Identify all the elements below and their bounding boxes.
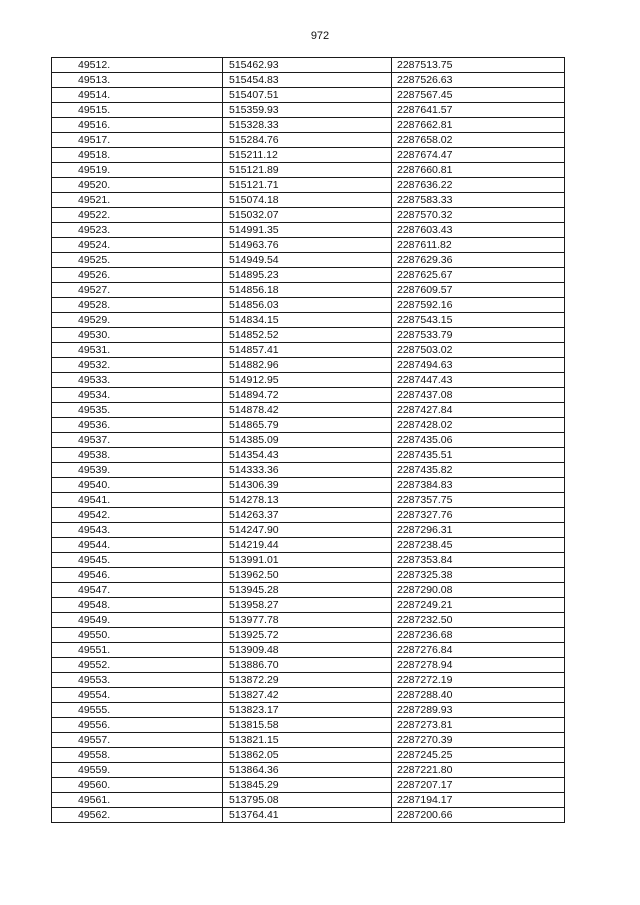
point-id-cell: 49539.	[52, 463, 223, 478]
point-id-cell: 49533.	[52, 373, 223, 388]
x-coordinate-cell: 513872.29	[223, 673, 392, 688]
point-id-cell: 49549.	[52, 613, 223, 628]
y-coordinate-cell: 2287232.50	[392, 613, 565, 628]
point-id-cell: 49530.	[52, 328, 223, 343]
y-coordinate-cell: 2287357.75	[392, 493, 565, 508]
x-coordinate-cell: 515328.33	[223, 118, 392, 133]
table-row	[52, 88, 565, 103]
x-coordinate-cell: 513821.15	[223, 733, 392, 748]
x-coordinate-cell: 513823.17	[223, 703, 392, 718]
table-row	[52, 493, 565, 508]
point-id-cell: 49518.	[52, 148, 223, 163]
point-id-cell: 49545.	[52, 553, 223, 568]
point-id-cell: 49536.	[52, 418, 223, 433]
y-coordinate-cell: 2287325.38	[392, 568, 565, 583]
point-id-cell: 49526.	[52, 268, 223, 283]
table-row	[52, 673, 565, 688]
point-id-cell: 49519.	[52, 163, 223, 178]
y-coordinate-cell: 2287641.57	[392, 103, 565, 118]
table-row	[52, 568, 565, 583]
point-id-cell: 49540.	[52, 478, 223, 493]
x-coordinate-cell: 515121.89	[223, 163, 392, 178]
table-row	[52, 628, 565, 643]
point-id-cell: 49537.	[52, 433, 223, 448]
table-row	[52, 178, 565, 193]
x-coordinate-cell: 514963.76	[223, 238, 392, 253]
x-coordinate-cell: 513962.50	[223, 568, 392, 583]
point-id-cell: 49524.	[52, 238, 223, 253]
point-id-cell: 49534.	[52, 388, 223, 403]
x-coordinate-cell: 513945.28	[223, 583, 392, 598]
table-row	[52, 553, 565, 568]
point-id-cell: 49531.	[52, 343, 223, 358]
table-row	[52, 193, 565, 208]
point-id-cell: 49558.	[52, 748, 223, 763]
table-row	[52, 118, 565, 133]
point-id-cell: 49551.	[52, 643, 223, 658]
table-row	[52, 298, 565, 313]
table-row	[52, 58, 565, 73]
table-row	[52, 523, 565, 538]
y-coordinate-cell: 2287625.67	[392, 268, 565, 283]
x-coordinate-cell: 515454.83	[223, 73, 392, 88]
table-row	[52, 388, 565, 403]
y-coordinate-cell: 2287603.43	[392, 223, 565, 238]
table-row	[52, 778, 565, 793]
table-row	[52, 598, 565, 613]
point-id-cell: 49520.	[52, 178, 223, 193]
y-coordinate-cell: 2287658.02	[392, 133, 565, 148]
y-coordinate-cell: 2287526.63	[392, 73, 565, 88]
point-id-cell: 49535.	[52, 403, 223, 418]
x-coordinate-cell: 513864.36	[223, 763, 392, 778]
y-coordinate-cell: 2287543.15	[392, 313, 565, 328]
table-row	[52, 223, 565, 238]
point-id-cell: 49521.	[52, 193, 223, 208]
x-coordinate-cell: 513827.42	[223, 688, 392, 703]
y-coordinate-cell: 2287583.33	[392, 193, 565, 208]
y-coordinate-cell: 2287662.81	[392, 118, 565, 133]
y-coordinate-cell: 2287437.08	[392, 388, 565, 403]
table-row	[52, 478, 565, 493]
coordinate-table	[51, 57, 565, 823]
point-id-cell: 49529.	[52, 313, 223, 328]
x-coordinate-cell: 513958.27	[223, 598, 392, 613]
y-coordinate-cell: 2287270.39	[392, 733, 565, 748]
table-row	[52, 808, 565, 823]
table-row	[52, 583, 565, 598]
y-coordinate-cell: 2287611.82	[392, 238, 565, 253]
table-row	[52, 268, 565, 283]
y-coordinate-cell: 2287570.32	[392, 208, 565, 223]
x-coordinate-cell: 514991.35	[223, 223, 392, 238]
y-coordinate-cell: 2287674.47	[392, 148, 565, 163]
y-coordinate-cell: 2287290.08	[392, 583, 565, 598]
x-coordinate-cell: 514852.52	[223, 328, 392, 343]
x-coordinate-cell: 513977.78	[223, 613, 392, 628]
table-row	[52, 688, 565, 703]
x-coordinate-cell: 514865.79	[223, 418, 392, 433]
point-id-cell: 49527.	[52, 283, 223, 298]
y-coordinate-cell: 2287503.02	[392, 343, 565, 358]
x-coordinate-cell: 513795.08	[223, 793, 392, 808]
y-coordinate-cell: 2287629.36	[392, 253, 565, 268]
y-coordinate-cell: 2287533.79	[392, 328, 565, 343]
point-id-cell: 49516.	[52, 118, 223, 133]
point-id-cell: 49517.	[52, 133, 223, 148]
y-coordinate-cell: 2287194.17	[392, 793, 565, 808]
y-coordinate-cell: 2287513.75	[392, 58, 565, 73]
table-row	[52, 418, 565, 433]
point-id-cell: 49556.	[52, 718, 223, 733]
y-coordinate-cell: 2287276.84	[392, 643, 565, 658]
table-row	[52, 448, 565, 463]
x-coordinate-cell: 515121.71	[223, 178, 392, 193]
y-coordinate-cell: 2287435.82	[392, 463, 565, 478]
x-coordinate-cell: 515074.18	[223, 193, 392, 208]
x-coordinate-cell: 515284.76	[223, 133, 392, 148]
table-row	[52, 403, 565, 418]
point-id-cell: 49560.	[52, 778, 223, 793]
y-coordinate-cell: 2287427.84	[392, 403, 565, 418]
y-coordinate-cell: 2287221.80	[392, 763, 565, 778]
x-coordinate-cell: 514912.95	[223, 373, 392, 388]
x-coordinate-cell: 513862.05	[223, 748, 392, 763]
x-coordinate-cell: 515462.93	[223, 58, 392, 73]
point-id-cell: 49557.	[52, 733, 223, 748]
point-id-cell: 49555.	[52, 703, 223, 718]
point-id-cell: 49552.	[52, 658, 223, 673]
point-id-cell: 49512.	[52, 58, 223, 73]
x-coordinate-cell: 513845.29	[223, 778, 392, 793]
y-coordinate-cell: 2287289.93	[392, 703, 565, 718]
y-coordinate-cell: 2287200.66	[392, 808, 565, 823]
table-row	[52, 748, 565, 763]
table-row	[52, 253, 565, 268]
x-coordinate-cell: 514834.15	[223, 313, 392, 328]
point-id-cell: 49541.	[52, 493, 223, 508]
table-row	[52, 508, 565, 523]
y-coordinate-cell: 2287353.84	[392, 553, 565, 568]
x-coordinate-cell: 514247.90	[223, 523, 392, 538]
y-coordinate-cell: 2287494.63	[392, 358, 565, 373]
y-coordinate-cell: 2287609.57	[392, 283, 565, 298]
table-row	[52, 793, 565, 808]
table-row	[52, 148, 565, 163]
table-row	[52, 238, 565, 253]
point-id-cell: 49544.	[52, 538, 223, 553]
y-coordinate-cell: 2287272.19	[392, 673, 565, 688]
y-coordinate-cell: 2287592.16	[392, 298, 565, 313]
point-id-cell: 49561.	[52, 793, 223, 808]
x-coordinate-cell: 514354.43	[223, 448, 392, 463]
point-id-cell: 49543.	[52, 523, 223, 538]
point-id-cell: 49554.	[52, 688, 223, 703]
point-id-cell: 49559.	[52, 763, 223, 778]
x-coordinate-cell: 514856.03	[223, 298, 392, 313]
table-row	[52, 718, 565, 733]
y-coordinate-cell: 2287249.21	[392, 598, 565, 613]
x-coordinate-cell: 514219.44	[223, 538, 392, 553]
y-coordinate-cell: 2287207.17	[392, 778, 565, 793]
table-row	[52, 763, 565, 778]
y-coordinate-cell: 2287636.22	[392, 178, 565, 193]
y-coordinate-cell: 2287567.45	[392, 88, 565, 103]
y-coordinate-cell: 2287327.76	[392, 508, 565, 523]
x-coordinate-cell: 514882.96	[223, 358, 392, 373]
table-row	[52, 208, 565, 223]
y-coordinate-cell: 2287236.68	[392, 628, 565, 643]
table-row	[52, 658, 565, 673]
x-coordinate-cell: 513991.01	[223, 553, 392, 568]
x-coordinate-cell: 513909.48	[223, 643, 392, 658]
table-row	[52, 73, 565, 88]
x-coordinate-cell: 514857.41	[223, 343, 392, 358]
point-id-cell: 49538.	[52, 448, 223, 463]
y-coordinate-cell: 2287435.06	[392, 433, 565, 448]
x-coordinate-cell: 513886.70	[223, 658, 392, 673]
x-coordinate-cell: 513925.72	[223, 628, 392, 643]
table-row	[52, 538, 565, 553]
point-id-cell: 49528.	[52, 298, 223, 313]
x-coordinate-cell: 515359.93	[223, 103, 392, 118]
point-id-cell: 49522.	[52, 208, 223, 223]
y-coordinate-cell: 2287278.94	[392, 658, 565, 673]
table-row	[52, 643, 565, 658]
point-id-cell: 49513.	[52, 73, 223, 88]
page-number: 972	[310, 30, 330, 42]
table-row	[52, 133, 565, 148]
table-row	[52, 613, 565, 628]
x-coordinate-cell: 514878.42	[223, 403, 392, 418]
y-coordinate-cell: 2287245.25	[392, 748, 565, 763]
table-row	[52, 373, 565, 388]
point-id-cell: 49546.	[52, 568, 223, 583]
table-row	[52, 703, 565, 718]
point-id-cell: 49523.	[52, 223, 223, 238]
point-id-cell: 49532.	[52, 358, 223, 373]
x-coordinate-cell: 514333.36	[223, 463, 392, 478]
x-coordinate-cell: 514856.18	[223, 283, 392, 298]
point-id-cell: 49515.	[52, 103, 223, 118]
point-id-cell: 49548.	[52, 598, 223, 613]
y-coordinate-cell: 2287660.81	[392, 163, 565, 178]
table-row	[52, 463, 565, 478]
x-coordinate-cell: 513815.58	[223, 718, 392, 733]
x-coordinate-cell: 515211.12	[223, 148, 392, 163]
table-row	[52, 358, 565, 373]
y-coordinate-cell: 2287296.31	[392, 523, 565, 538]
x-coordinate-cell: 514278.13	[223, 493, 392, 508]
x-coordinate-cell: 514263.37	[223, 508, 392, 523]
point-id-cell: 49525.	[52, 253, 223, 268]
table-row	[52, 103, 565, 118]
point-id-cell: 49542.	[52, 508, 223, 523]
table-row	[52, 313, 565, 328]
y-coordinate-cell: 2287384.83	[392, 478, 565, 493]
x-coordinate-cell: 514895.23	[223, 268, 392, 283]
point-id-cell: 49547.	[52, 583, 223, 598]
x-coordinate-cell: 514385.09	[223, 433, 392, 448]
y-coordinate-cell: 2287447.43	[392, 373, 565, 388]
x-coordinate-cell: 514306.39	[223, 478, 392, 493]
y-coordinate-cell: 2287428.02	[392, 418, 565, 433]
y-coordinate-cell: 2287435.51	[392, 448, 565, 463]
point-id-cell: 49562.	[52, 808, 223, 823]
y-coordinate-cell: 2287288.40	[392, 688, 565, 703]
x-coordinate-cell: 514949.54	[223, 253, 392, 268]
point-id-cell: 49553.	[52, 673, 223, 688]
table-row	[52, 328, 565, 343]
point-id-cell: 49514.	[52, 88, 223, 103]
x-coordinate-cell: 515032.07	[223, 208, 392, 223]
coordinate-table-body	[52, 58, 565, 823]
x-coordinate-cell: 515407.51	[223, 88, 392, 103]
point-id-cell: 49550.	[52, 628, 223, 643]
x-coordinate-cell: 514894.72	[223, 388, 392, 403]
table-row	[52, 433, 565, 448]
x-coordinate-cell: 513764.41	[223, 808, 392, 823]
table-row	[52, 343, 565, 358]
y-coordinate-cell: 2287273.81	[392, 718, 565, 733]
table-row	[52, 283, 565, 298]
table-row	[52, 733, 565, 748]
table-row	[52, 163, 565, 178]
y-coordinate-cell: 2287238.45	[392, 538, 565, 553]
